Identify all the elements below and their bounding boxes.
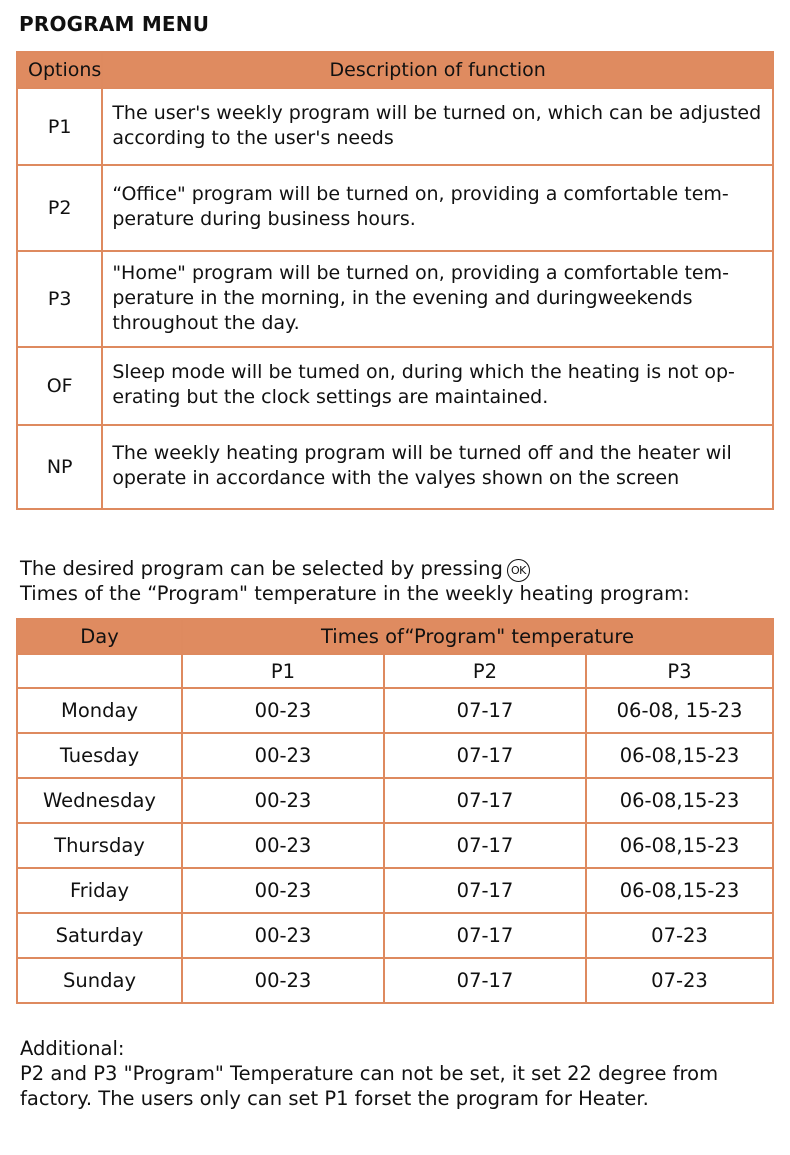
option-code: P3 [17,251,102,347]
description-line: perature during business hours. [112,208,416,230]
description-line: according to the user's needs [112,126,394,149]
table-row [17,958,773,1003]
additional-line: factory. The users only can set P1 forset the program for Heater. [20,1087,649,1110]
schedule-header [17,619,773,654]
p1-cell: 00-23 [182,868,384,913]
empty-cell [17,654,182,688]
menu-row [17,251,773,347]
p1-cell: 00-23 [182,778,384,823]
description-line: operate in accordance with the valyes shown on the screen [112,467,680,489]
p2-cell: 07-17 [384,778,586,823]
description-line: throughout the day. [112,311,300,334]
p3-cell: 06-08,15-23 [586,733,773,778]
menu-row [17,165,773,251]
description-line: perature in the morning, in the evening and duringweekends [112,286,693,309]
menu-table-header [17,52,773,88]
p2-cell: 07-17 [384,913,586,958]
page-title: PROGRAM MENU [19,12,210,36]
p1-cell: 00-23 [182,913,384,958]
additional-notes [20,1036,780,1111]
day-header: Day [17,619,182,654]
description-line: "Home" program will be turned on, providing a comfortable tem- [112,261,729,284]
p1-cell: 00-23 [182,688,384,733]
options-header: Options [17,52,102,88]
p3-cell: 07-23 [586,913,773,958]
p3-cell: 06-08,15-23 [586,778,773,823]
p2-cell: 07-17 [384,688,586,733]
p3-cell: 06-08,15-23 [586,868,773,913]
ok-button-icon: OK [507,559,530,582]
day-cell: Saturday [17,913,182,958]
table-row [17,913,773,958]
program-header-p1: P1 [182,654,384,688]
program-header-p3: P3 [586,654,773,688]
description-line: The weekly heating program will be turned off and the heater wil [112,442,732,464]
p1-cell: 00-23 [182,733,384,778]
option-description [102,165,773,251]
description-line: erating but the clock settings are maintained. [112,386,549,408]
description-header: Description of function [102,52,773,88]
description-line: “Office" program will be turned on, providing a comfortable tem- [112,183,729,205]
p3-cell: 06-08,15-23 [586,823,773,868]
additional-line: P2 and P3 "Program" Temperature can not be set, it set 22 degree from [20,1062,719,1085]
option-code: NP [17,425,102,509]
table-row [17,868,773,913]
program-subheader [17,654,773,688]
schedule-table [16,618,774,1004]
p1-cell: 00-23 [182,958,384,1003]
description-line: Sleep mode will be tumed on, during which the heating is not op- [112,361,735,383]
p2-cell: 07-17 [384,823,586,868]
times-header: Times of“Program" temperature [182,619,773,654]
menu-row [17,347,773,425]
day-cell: Thursday [17,823,182,868]
program-menu-table [16,51,774,510]
select-instruction-text: The desired program can be selected by pressing [20,557,503,580]
day-cell: Monday [17,688,182,733]
table-row [17,688,773,733]
day-cell: Friday [17,868,182,913]
p2-cell: 07-17 [384,733,586,778]
table-row [17,733,773,778]
option-description [102,425,773,509]
p3-cell: 06-08, 15-23 [586,688,773,733]
times-intro: Times of the “Program" temperature in the weekly heating program: [20,582,690,605]
p3-cell: 07-23 [586,958,773,1003]
p1-cell: 00-23 [182,823,384,868]
day-cell: Sunday [17,958,182,1003]
option-code: OF [17,347,102,425]
option-description [102,251,773,347]
program-header-p2: P2 [384,654,586,688]
p2-cell: 07-17 [384,868,586,913]
day-cell: Wednesday [17,778,182,823]
option-code: P2 [17,165,102,251]
select-instruction [20,556,530,582]
menu-row [17,88,773,165]
description-line: The user's weekly program will be turned on, which can be adjusted [112,101,762,124]
day-cell: Tuesday [17,733,182,778]
option-description [102,347,773,425]
p2-cell: 07-17 [384,958,586,1003]
table-row [17,778,773,823]
menu-row [17,425,773,509]
option-description [102,88,773,165]
additional-heading: Additional: [20,1037,125,1060]
table-row [17,823,773,868]
option-code: P1 [17,88,102,165]
